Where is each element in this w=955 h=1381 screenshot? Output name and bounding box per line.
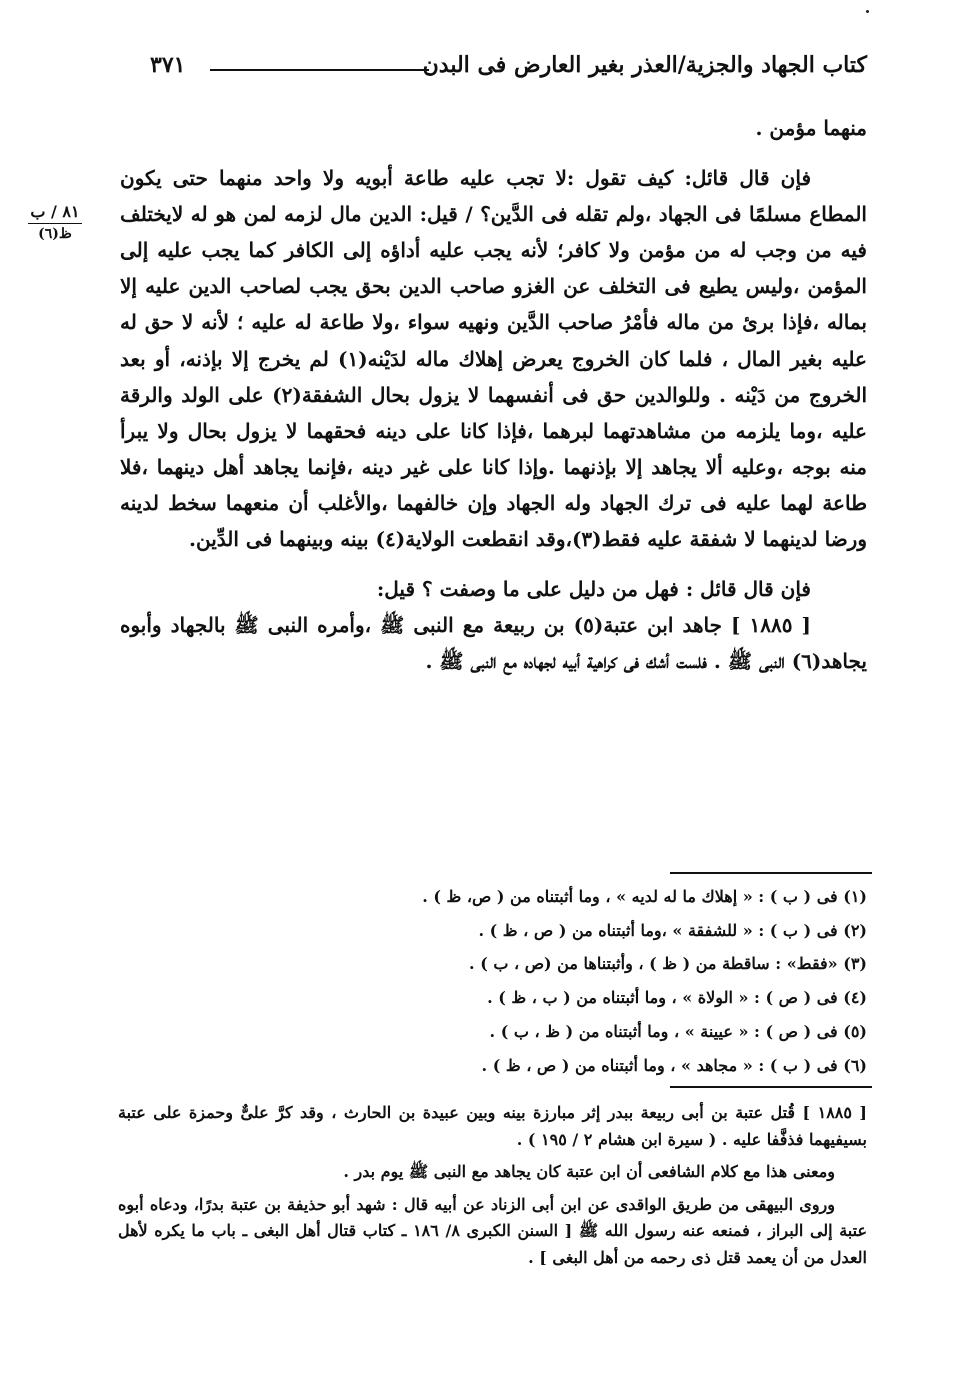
running-header [150, 52, 867, 92]
scan-speck [866, 10, 869, 13]
main-text [120, 110, 867, 679]
folio-note-bottom: ظ(٦) [38, 226, 72, 242]
paragraph-question: فإن قال قائل : فهل من دليل على ما وصفت ؟ قيل: [376, 577, 811, 602]
commentary-separator [670, 1086, 872, 1088]
footnote-6: (٦) فى ( ب ) : « مجاهد » ، وما أثبتناه من ( ص ، ظ ) . [481, 1055, 867, 1075]
hadith-commentary [118, 1100, 867, 1271]
footnote-5: (٥) فى ( ص ) : « عيينة » ، وما أثبتناه من ( ظ ، ب ) . [489, 1021, 867, 1041]
page-number: ٣٧١ [150, 52, 186, 78]
folio-note-divider [28, 223, 82, 224]
footnote-1: (١) فى ( ب ) : « إهلاك ما له لديه » ، وما أثبتناه من ( ص، ظ ) . [422, 887, 867, 906]
footnote-4: (٤) فى ( ص ) : « الولاة » ، وما أثبتناه من ( ب ، ظ ) . [487, 988, 867, 1008]
commentary-1: [ ١٨٨٥ ] قُتل عتبة بن أبى ربيعة ببدر إثر مبارزة بينه وبين عبيدة بن الحارث ، وقد كرَّ علىٌّ وحمزة على عتبة بسيفيهما فذفَّفا عليه . ( سيرة ابن هشام ٢ / ١٩٥ ) . [118, 1103, 868, 1149]
folio-note-top: ٨١ / ب [30, 202, 80, 221]
commentary-3: وروى البيهقى من طريق الواقدى عن ابن أبى الزناد عن أبيه قال : شهد أبو حذيفة بن عتبة بدرًا، ودعاه أبوه عتبة إلى البراز ، فمنعه عنه رسول الله ﷺ [ السنن الكبرى ٨/ ١٨٦ ـ كتاب قتال أهل البغى ـ باب ما يكره لأهل العدل من أن يعمد قتل ذى رحمه من أهل البغى ] . [118, 1194, 868, 1267]
manuscript-folio-note [28, 202, 82, 242]
paragraph-continuation: منهما مؤمن . [755, 116, 867, 140]
footnote-separator [670, 872, 872, 874]
paragraph-hadith: [ ١٨٨٥ ] جاهد ابن عتبة(٥) بن ربيعة مع النبى ﷺ ،وأمره النبى ﷺ بالجهاد وأبوه يجاهد(٦) النبى ﷺ . فلست أشك فى كراهية أبيه لجهاده مع النبى ﷺ . [120, 613, 867, 674]
header-rule [210, 69, 429, 71]
footnotes [150, 880, 867, 1082]
footnote-3: (٣) «فقط» : ساقطة من ( ظ ) ، وأثبتناها من (ص ، ب ) . [469, 954, 867, 974]
footnote-2: (٢) فى ( ب ) : « للشفقة » ،وما أثبتناه من ( ص ، ظ ) . [478, 920, 867, 940]
header-title: كتاب الجهاد والجزية/العذر بغير العارض فى البدن [422, 52, 867, 78]
paragraph-question-answer: فإن قال قائل: كيف تقول :لا تجب عليه طاعة أبويه ولا واحد منهما حتى يكون المطاع مسلمًا فى الجهاد ،ولم تقله فى الدَّين؟ / قيل: الدين مال لزمه لمن هو له لايختلف فيه من وجب له من مؤمن ولا كافر؛ لأنه يجب عليه أداؤه إلى الكافر كما يجب عليه إلى المؤمن ،وليس يطيع فى التخلف عن الغزو صاحب الدين بحق يجب لصاحب الدين عليه إلا بماله ،فإذا برئ من ماله فأمْرُ صاحب الدَّين ونهيه سواء ،ولا طاعة له عليه ؛ لأنه لا حق له عليه بغير المال ، فلما كان الخروج يعرض إهلاك ماله لدَيْنه(١) لم يخرج إلا بإذنه، أو بعد الخروج من دَيْنه . وللوالدين حق فى أنفسهما لا يزول بحال الشفقة(٢) على الولد والرقة عليه ،وما يلزمه من مشاهدتهما لبرهما ،فإذا كانا على دينه فحقهما لا يزول بحال ولا يبرأ منه بوجه ،وعليه ألا يجاهد إلا بإذنهما .وإذا كانا على غير دينه ،فإنما يجاهد أهل دينهما ،فلا طاعة لهما عليه فى ترك الجهاد وله الجهاد وإن خالفهما ،والأغلب أن منعهما سخط لدينه ورضا لدينهما لا شفقة عليه فقط(٣)،وقد انقطعت الولاية(٤) بينه وبينهما فى الدِّين. [120, 166, 867, 552]
commentary-2: ومعنى هذا مع كلام الشافعى أن ابن عتبة كان يجاهد مع النبى ﷺ يوم بدر . [343, 1162, 835, 1181]
